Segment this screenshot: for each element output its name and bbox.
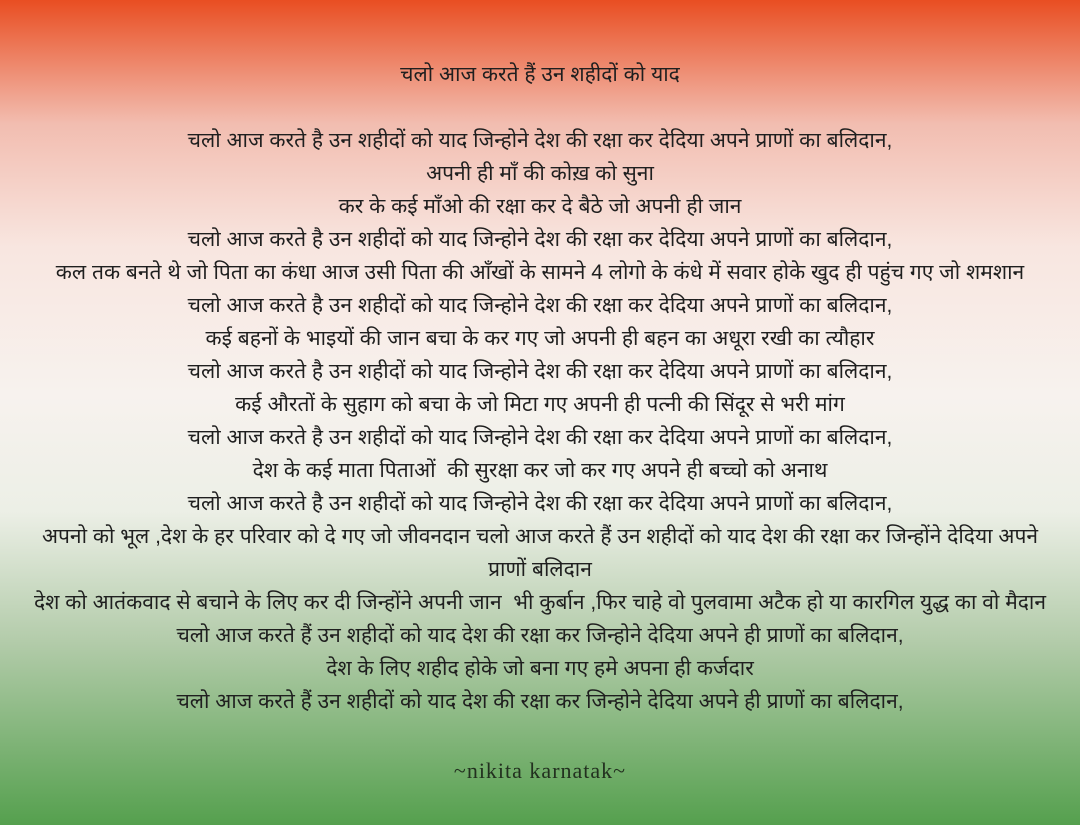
author-signature: ~nikita karnatak~ [453,758,627,783]
poem-line: कल तक बनते थे जो पिता का कंधा आज उसी पिता की आँखों के सामने 4 लोगो के कंधे में सवार होके खुद ही पहुंच गए जो शमशान [55,261,1025,284]
poem-line: कई बहनों के भाइयों की जान बचा के कर गए जो अपनी ही बहन का अधूरा रखी का त्यौहार [205,327,875,350]
poem-line: देश को आतंकवाद से बचाने के लिए कर दी जिन्होंने अपनी जान भी कुर्बान ,फिर चाहे वो पुलवामा अटैक हो या कारगिल युद्ध का वो मैदान [34,591,1046,614]
poem-line: चलो आज करते हैं उन शहीदों को याद देश की रक्षा कर जिन्होने देदिया अपने ही प्राणों का बलिदान, [176,624,904,647]
poem-line: चलो आज करते है उन शहीदों को याद जिन्होने देश की रक्षा कर देदिया अपने प्राणों का बलिदान, [187,492,893,515]
poem-title: चलो आज करते हैं उन शहीदों को याद [400,63,680,86]
poem-line: चलो आज करते है उन शहीदों को याद जिन्होने देश की रक्षा कर देदिया अपने प्राणों का बलिदान, [187,360,893,383]
poem-line: देश के कई माता पिताओं की सुरक्षा कर जो कर गए अपने ही बच्चो को अनाथ [252,459,828,482]
poem-line: कर के कई माँओ की रक्षा कर दे बैठे जो अपनी ही जान [338,195,742,218]
poem-line: देश के लिए शहीद होके जो बना गए हमे अपना ही कर्जदार [326,657,754,680]
poem-line: अपनी ही माँ की कोख़ को सुना [426,162,654,185]
poem-line: चलो आज करते है उन शहीदों को याद जिन्होने देश की रक्षा कर देदिया अपने प्राणों का बलिदान, [187,426,893,449]
poem-line: चलो आज करते हैं उन शहीदों को याद देश की रक्षा कर जिन्होने देदिया अपने ही प्राणों का बलिदान, [176,690,904,713]
poem-line: कई औरतों के सुहाग को बचा के जो मिटा गए अपनी ही पत्नी की सिंदूर से भरी मांग [235,393,845,416]
poem-line: चलो आज करते है उन शहीदों को याद जिन्होने देश की रक्षा कर देदिया अपने प्राणों का बलिदान, [187,228,893,251]
poem-line: अपनो को भूल ,देश के हर परिवार को दे गए जो जीवनदान चलो आज करते हैं उन शहीदों को याद देश की रक्षा कर जिन्होंने देदिया अपने [41,525,1039,548]
poem-line: प्राणों बलिदान [488,558,592,581]
poem-line: चलो आज करते है उन शहीदों को याद जिन्होने देश की रक्षा कर देदिया अपने प्राणों का बलिदान, [187,294,893,317]
poem-line: चलो आज करते है उन शहीदों को याद जिन्होने देश की रक्षा कर देदिया अपने प्राणों का बलिदान, [187,129,893,152]
